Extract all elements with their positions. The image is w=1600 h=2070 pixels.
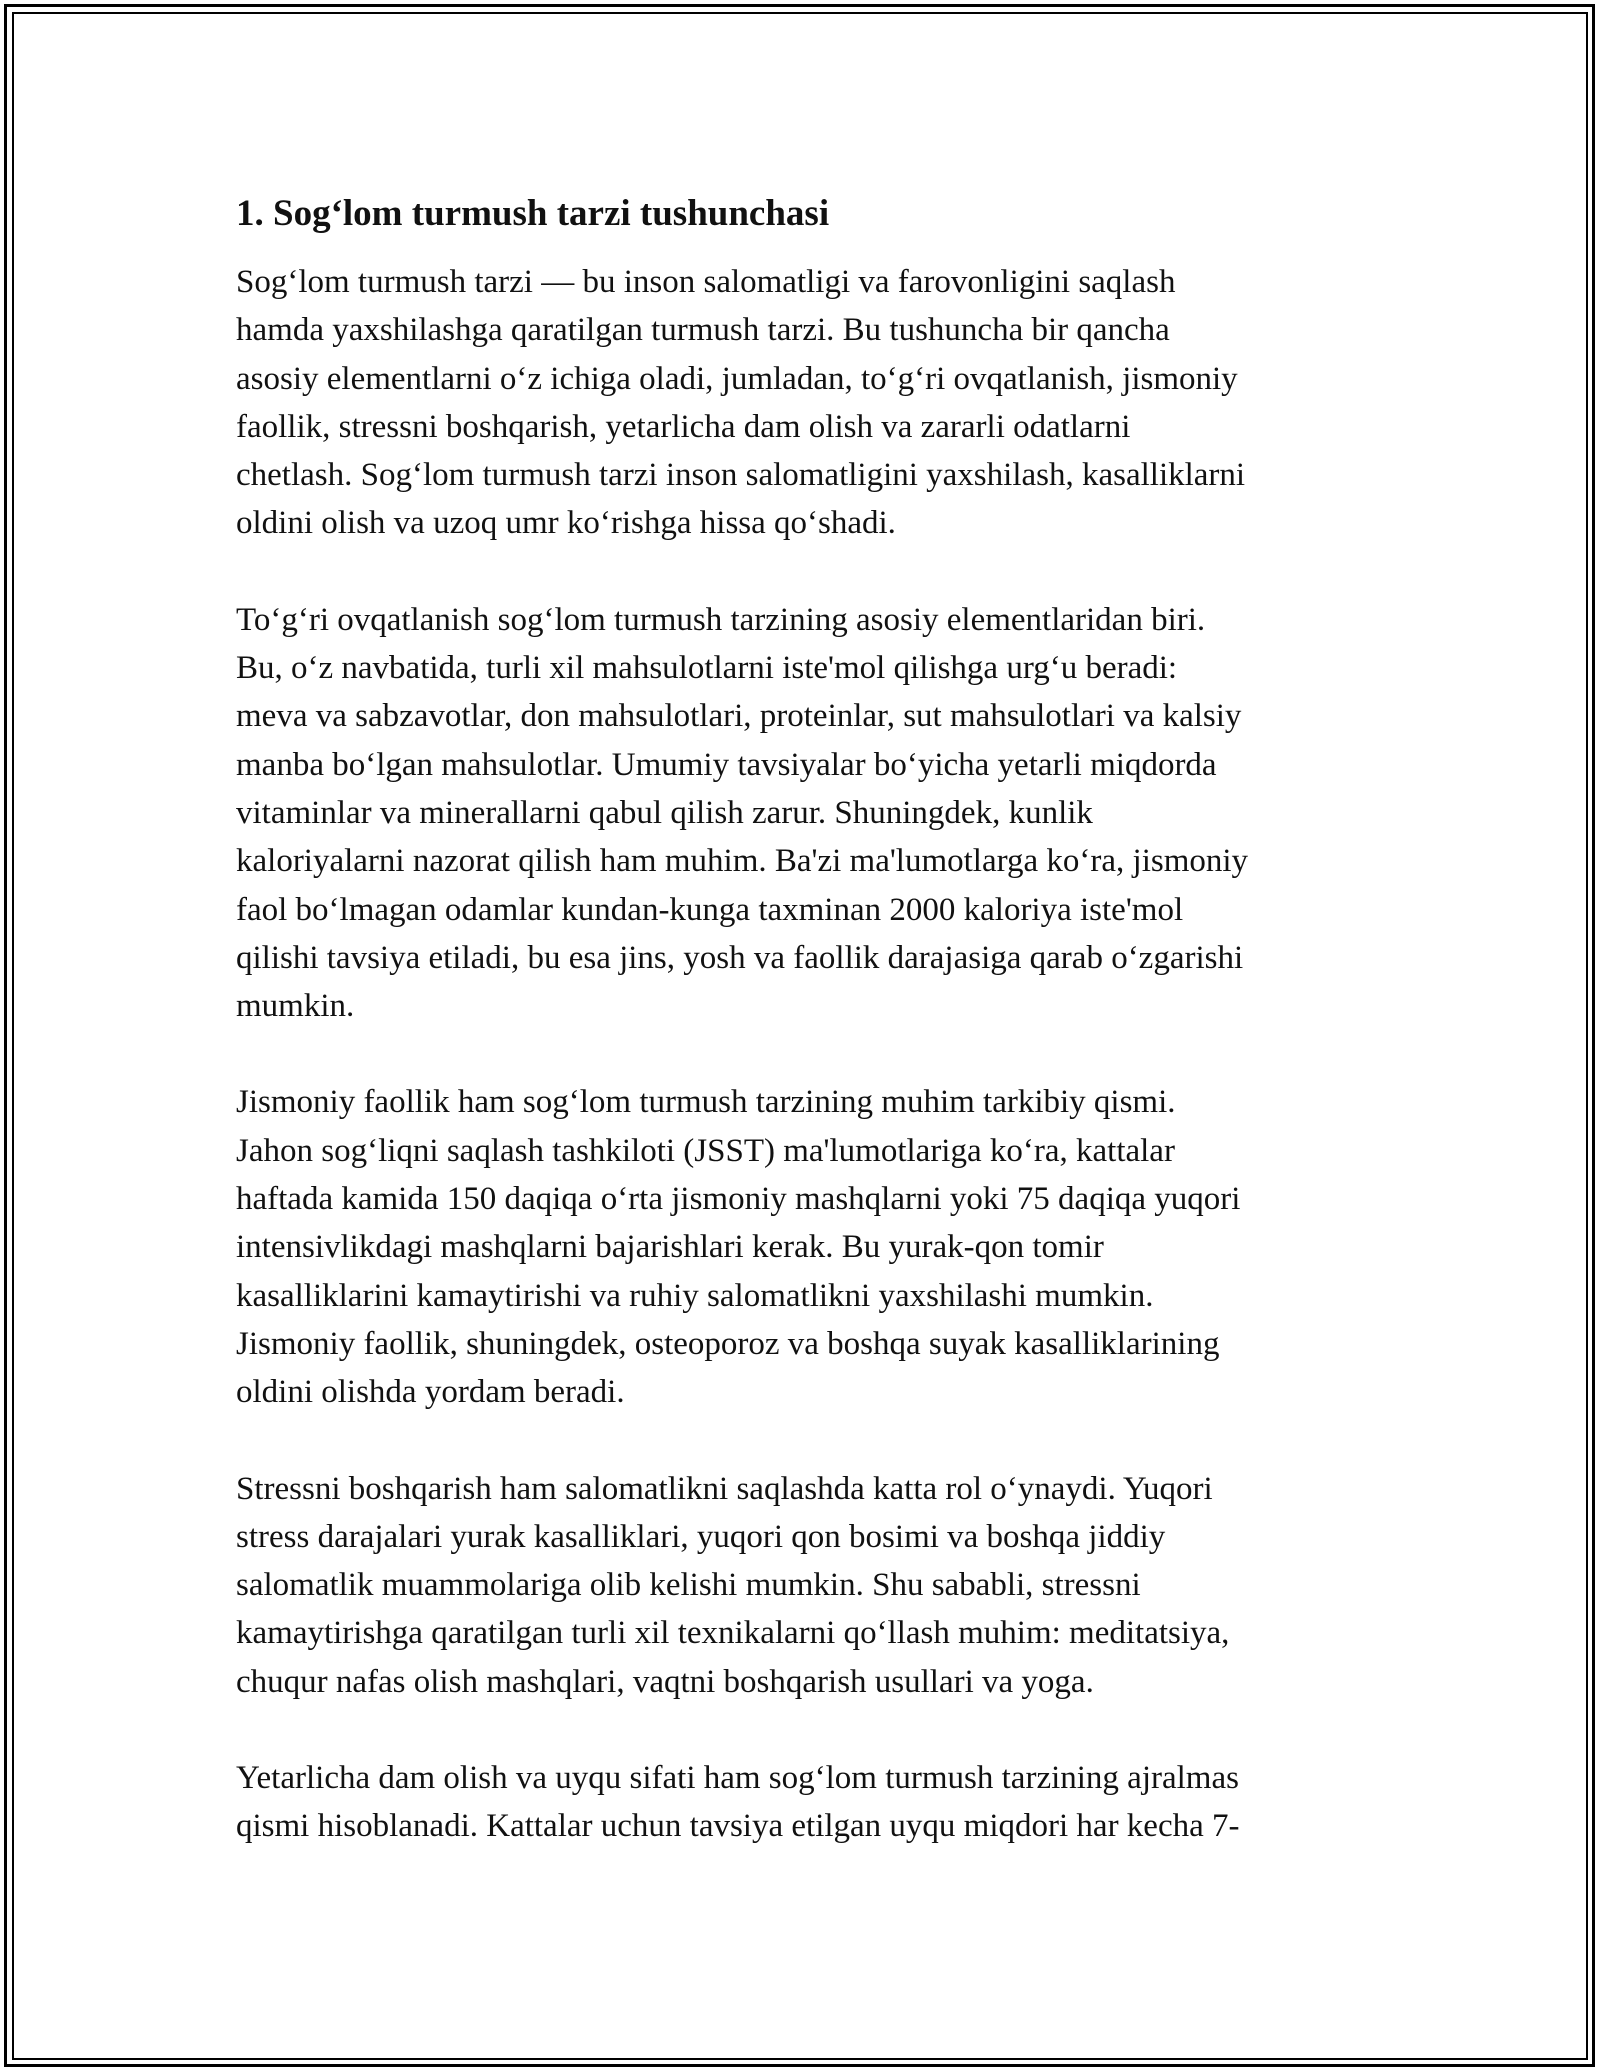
text-line: kaloriyalarni nazorat qilish ham muhim. Ba'zi ma'lumotlarga ko‘ra, jismoniy	[236, 843, 1249, 880]
text-line: meva va sabzavotlar, don mahsulotlari, proteinlar, sut mahsulotlari va kalsiy	[236, 698, 1242, 735]
text-line: oldini olishda yordam beradi.	[236, 1374, 625, 1411]
text-line: Sog‘lom turmush tarzi — bu inson salomatligi va farovonligini saqlash	[236, 264, 1176, 300]
text-line: faol bo‘lmagan odamlar kundan-kunga taxminan 2000 kaloriya iste'mol	[236, 891, 1184, 928]
text-line: stress darajalari yurak kasalliklari, yuqori qon bosimi va boshqa jiddiy	[236, 1518, 1166, 1555]
text-line: kamaytirishga qaratilgan turli xil texnikalarni qo‘llash muhim: meditatsiya,	[236, 1615, 1230, 1652]
text-line: chetlash. Sog‘lom turmush tarzi inson salomatligini yaxshilash, kasalliklarni	[236, 457, 1246, 494]
text-line: Jahon sog‘liqni saqlash tashkiloti (JSST) ma'lumotlariga ko‘ra, kattalar	[236, 1132, 1175, 1169]
text-line: Stressni boshqarish ham salomatlikni saqlashda katta rol o‘ynaydi. Yuqori	[236, 1470, 1213, 1507]
text-line: manba bo‘lgan mahsulotlar. Umumiy tavsiyalar bo‘yicha yetarli miqdorda	[236, 746, 1217, 783]
text-line: kasalliklarini kamaytirishi va ruhiy salomatlikni yaxshilashi mumkin.	[236, 1277, 1154, 1314]
text-line: haftada kamida 150 daqiqa o‘rta jismoniy mashqlarni yoki 75 daqiqa yuqori	[236, 1181, 1241, 1218]
text-line: To‘g‘ri ovqatlanish sog‘lom turmush tarzining asosiy elementlaridan biri.	[236, 601, 1206, 638]
paragraph-definition	[236, 258, 1371, 548]
text-line: asosiy elementlarni o‘z ichiga oladi, jumladan, to‘g‘ri ovqatlanish, jismoniy	[236, 360, 1238, 397]
text-line: oldini olish va uzoq umr ko‘rishga hissa qo‘shadi.	[236, 505, 896, 542]
paragraph-physical-activity	[236, 1078, 1371, 1416]
text-line: salomatlik muammolariga olib kelishi mumkin. Shu sababli, stressni	[236, 1567, 1141, 1604]
text-line: chuqur nafas olish mashqlari, vaqtni boshqarish usullari va yoga.	[236, 1663, 1094, 1700]
text-line: qilishi tavsiya etiladi, bu esa jins, yosh va faollik darajasiga qarab o‘zgarishi	[236, 939, 1244, 976]
text-line: qismi hisoblanadi. Kattalar uchun tavsiya etilgan uyqu miqdori har kecha 7-	[236, 1808, 1240, 1845]
text-line: Bu, o‘z navbatida, turli xil mahsulotlarni iste'mol qilishga urg‘u beradi:	[236, 650, 1178, 687]
text-line: Jismoniy faollik, shuningdek, osteoporoz va boshqa suyak kasalliklarining	[236, 1325, 1220, 1362]
text-line: intensivlikdagi mashqlarni bajarishlari kerak. Bu yurak-qon tomir	[236, 1229, 1104, 1266]
text-line: Jismoniy faollik ham sog‘lom turmush tarzining muhim tarkibiy qismi.	[236, 1084, 1176, 1121]
document-body	[236, 190, 1371, 1899]
section-heading: 1. Sog‘lom turmush tarzi tushunchasi	[236, 193, 830, 234]
paragraph-rest	[236, 1754, 1371, 1851]
paragraph-stress	[236, 1465, 1371, 1706]
text-line: Yetarlicha dam olish va uyqu sifati ham sog‘lom turmush tarzining ajralmas	[236, 1760, 1239, 1797]
paragraph-nutrition	[236, 596, 1371, 1031]
text-line: mumkin.	[236, 988, 355, 1025]
text-line: hamda yaxshilashga qaratilgan turmush tarzi. Bu tushuncha bir qancha	[236, 312, 1170, 349]
text-line: vitaminlar va minerallarni qabul qilish zarur. Shuningdek, kunlik	[236, 794, 1093, 831]
text-line: faollik, stressni boshqarish, yetarlicha dam olish va zararli odatlarni	[236, 408, 1131, 445]
